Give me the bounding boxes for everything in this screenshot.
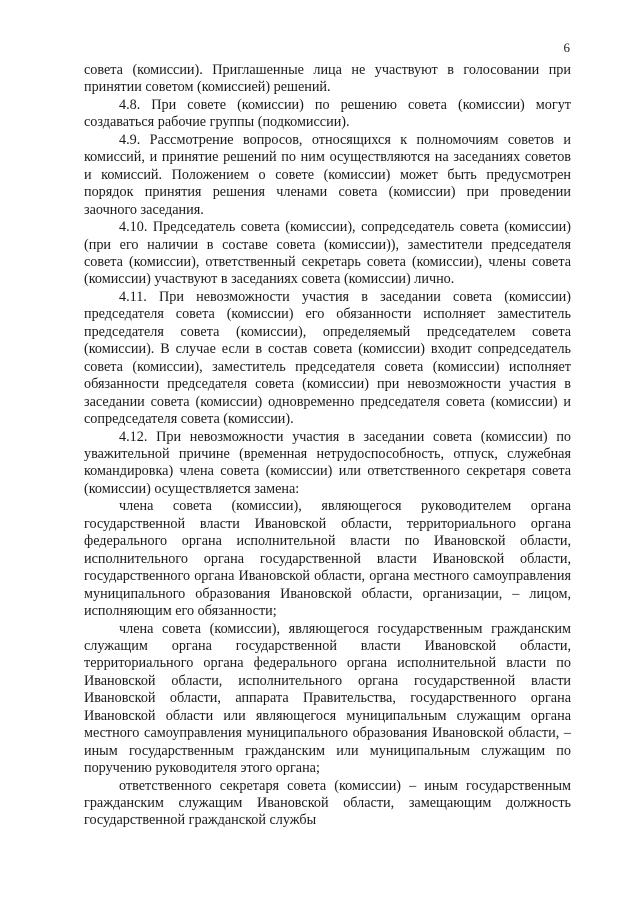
page-number: 6: [563, 40, 570, 55]
paragraph-replacement-servant: члена совета (комиссии), являющегося государственным гражданским служащим органа государственной власти Ивановской области, территориального органа федерального органа исполнительной власти по Ивановской области, исполнительного органа государственной власти Ивановской области, аппарата Правительства, государственного органа Ивановской области или являющегося муниципальным служащим органа местного самоуправления муниципального образования Ивановской области, – иным государственным гражданским или муниципальным служащим по поручению руководителя этого органа;: [84, 620, 571, 777]
paragraph-continuation: совета (комиссии). Приглашенные лица не участвуют в голосовании при принятии советом (комиссией) решений.: [84, 62, 571, 96]
paragraph-4-8: 4.8. При совете (комиссии) по решению совета (комиссии) могут создаваться рабочие группы (подкомиссии).: [84, 96, 571, 131]
paragraph-replacement-secretary: ответственного секретаря совета (комиссии) – иным государственным гражданским служащим Ивановской области, замещающим должность государственной гражданской службы: [84, 777, 571, 829]
paragraph-4-12: 4.12. При невозможности участия в заседании совета (комиссии) по уважительной причине (временная нетрудоспособность, отпуск, служебная командировка) члена совета (комиссии) или ответственного секретаря совета (комиссии) осуществляется замена:: [84, 428, 571, 497]
paragraph-4-10: 4.10. Председатель совета (комиссии), сопредседатель совета (комиссии) (при его наличии в составе совета (комиссии)), заместители председателя совета (комиссии), ответственный секретарь совета (комиссии), члены совета (комиссии) участвуют в заседаниях совета (комиссии) лично.: [84, 219, 571, 288]
paragraph-4-11: 4.11. При невозможности участия в заседании совета (комиссии) председателя совета (комиссии) его обязанности исполняет заместитель председателя совета (комиссии), определяемый председателем совета (комиссии). В случае если в состав совета (комиссии) входит сопредседатель совета (комиссии), заместитель председателя совета (комиссии) исполняет обязанности председателя совета (комиссии) при невозможности участия в заседании совета (комиссии) одновременно председателя совета (комиссии) и сопредседателя совета (комиссии).: [84, 288, 571, 428]
paragraph-replacement-head: члена совета (комиссии), являющегося руководителем органа государственной власти Ивановской области, территориального органа федерального органа исполнительной власти по Ивановской области, исполнительного органа государственной власти Ивановской области, государственного органа Ивановской области, органа местного самоуправления муниципального образования Ивановской области, организации, – лицом, исполняющим его обязанности;: [84, 498, 571, 620]
paragraph-4-9: 4.9. Рассмотрение вопросов, относящихся к полномочиям советов и комиссий, и принятие решений по ним осуществляются на заседаниях советов и комиссий. Положением о совете (комиссии) может быть предусмотрен порядок принятия решения членами совета (комиссии) при проведении заочного заседания.: [84, 131, 571, 218]
document-body: [84, 62, 571, 830]
